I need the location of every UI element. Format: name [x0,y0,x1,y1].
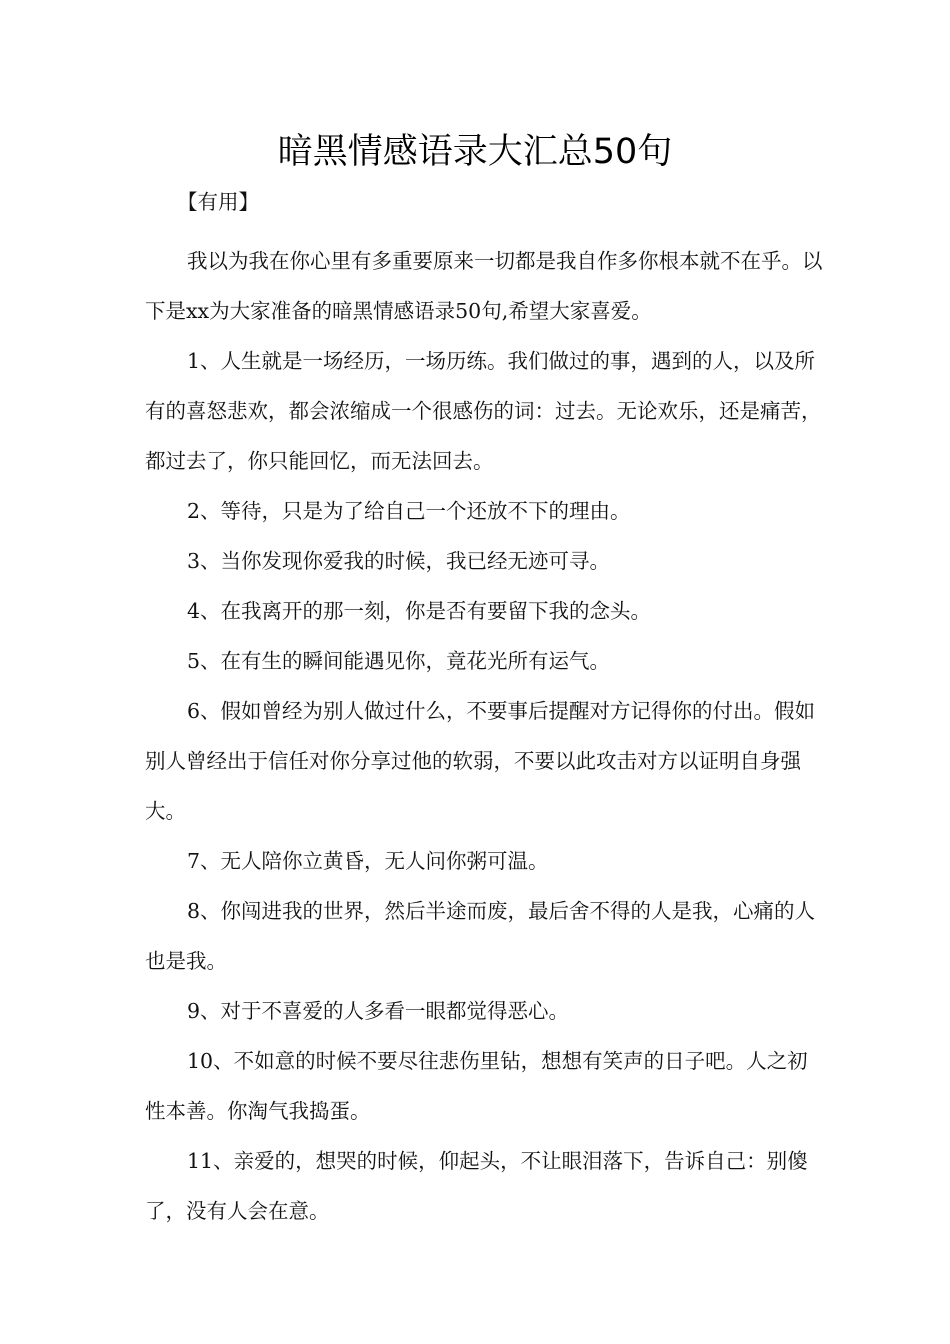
quote-item-5: 5、在有生的瞬间能遇见你，竟花光所有运气。 [187,649,611,673]
quote-item-10: 10、不如意的时候不要尽往悲伤里钻，想想有笑声的日子吧。人之初性本善。你淘气我捣蛋。 [145,1049,808,1123]
document-body [145,182,825,1236]
quote-item-9: 9、对于不喜爱的人多看一眼都觉得恶心。 [187,999,570,1023]
quote-item-3: 3、当你发现你爱我的时候，我已经无迹可寻。 [187,549,611,573]
quote-item-6: 6、假如曾经为别人做过什么，不要事后提醒对方记得你的付出。假如别人曾经出于信任对你分享过他的软弱，不要以此攻击对方以证明自身强大。 [145,699,816,823]
quote-item-2: 2、等待，只是为了给自己一个还放不下的理由。 [187,499,631,523]
quote-item-4: 4、在我离开的那一刻，你是否有要留下我的念头。 [187,599,652,623]
quote-item-8: 8、你闯进我的世界，然后半途而废，最后舍不得的人是我，心痛的人也是我。 [145,899,816,973]
document-tag: 【有用】 [177,190,259,214]
document-title: 暗黑情感语录大汇总50句 [277,132,673,172]
quote-item-7: 7、无人陪你立黄昏，无人问你粥可温。 [187,849,549,873]
quote-item-11: 11、亲爱的，想哭的时候，仰起头，不让眼泪落下，告诉自己：别傻了，没有人会在意。 [145,1149,808,1223]
intro-paragraph: 我以为我在你心里有多重要原来一切都是我自作多你根本就不在乎。以下是xx为大家准备的暗黑情感语录50句,希望大家喜爱。 [145,249,823,323]
quote-item-1: 1、人生就是一场经历，一场历练。我们做过的事，遇到的人，以及所有的喜怒悲欢，都会浓缩成一个很感伤的词：过去。无论欢乐，还是痛苦，都过去了，你只能回忆，而无法回去。 [145,349,822,473]
